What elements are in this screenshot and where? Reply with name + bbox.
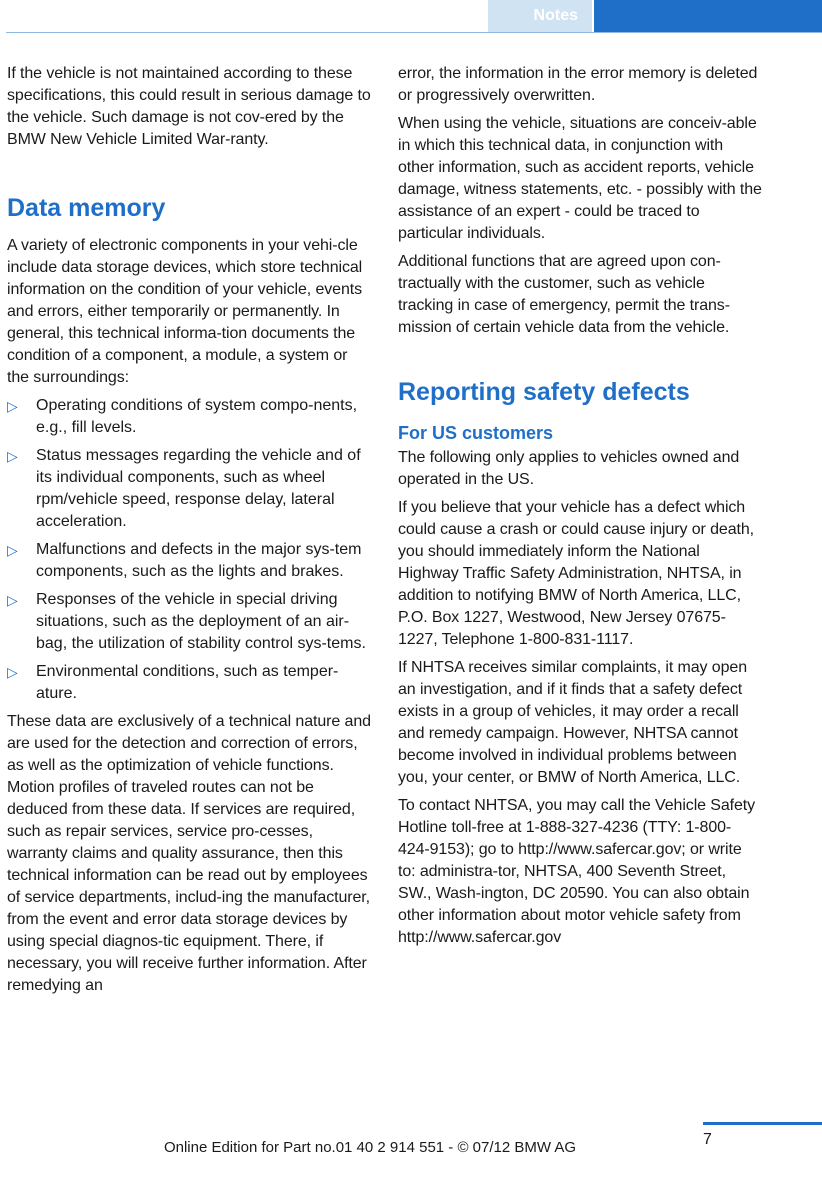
heading-reporting-safety-defects: Reporting safety defects	[398, 378, 690, 406]
header-divider	[6, 32, 822, 33]
footer-edition-text: Online Edition for Part no.01 40 2 914 551 - © 07/12 BMW AG	[163, 1139, 577, 1156]
page-number: 7	[703, 1131, 712, 1148]
intro-paragraph: If the vehicle is not maintained according to these specifications, this could result in serious damage to the vehicle. Such damage is not cov-ered by the BMW New Vehicle Limited War-ranty.	[7, 65, 371, 148]
data-usage-paragraph: These data are exclusively of a technical nature and are used for the detection and correction of errors, as well as the optimization of vehicle functions. Motion profiles of traveled routes can not be deduced from these data. If services are required, such as repair services, service pro-cesses, warranty claims and quality assurance, then this technical information can be read out by employees of service departments, includ-ing the manufacturer, from the event and error data storage devices by using special diagnos-tic equipment. There, if necessary, you will receive further information. After remedying an	[7, 713, 371, 994]
nhtsa-investigation-paragraph: If NHTSA receives similar complaints, it may open an investigation, and if it finds that a safety defect exists in a group of vehicles, it may order a recall and remedy campaign. However, NHTSA cannot become involved in individual problems between you, your center, or BMW of North America, LLC.	[398, 659, 747, 786]
header-accent-block	[594, 0, 822, 32]
data-memory-paragraph: A variety of electronic components in your vehi-cle include data storage devices, which store technical information on the condition of your vehicle, events and errors, either temporarily or permanently. In general, this technical informa-tion documents the condition of a component, a module, a system or the surroundings:	[7, 237, 363, 386]
subheading-us-customers: For US customers	[398, 423, 554, 443]
traceability-paragraph: When using the vehicle, situations are conceiv-able in which this technical data, in conjunction with other information, such as accident reports, vehicle damage, witness statements, etc. - possibly with the assistance of an expert - could be traced to particular individuals.	[398, 115, 762, 242]
left-column	[7, 63, 371, 1003]
additional-functions-paragraph: Additional functions that are agreed upon con-tractually with the customer, such as vehicle tracking in case of emergency, permit the trans-mission of certain vehicle data from the vehicle.	[398, 253, 730, 336]
defect-report-paragraph: If you believe that your vehicle has a defect which could cause a crash or could cause injury or death, you should immediately inform the National Highway Traffic Safety Administration, NHTSA, in addition to notifying BMW of North America, LLC, P.O. Box 1227, Westwood, New Jersey 07675-1227, Telephone 1-800-831-1117.	[398, 499, 754, 648]
bullet-arrow-icon: ▷	[7, 542, 18, 558]
footer-accent-line	[703, 1122, 822, 1125]
section-tab-label: Notes	[533, 7, 578, 24]
bullet-arrow-icon: ▷	[7, 398, 18, 414]
data-memory-list	[7, 395, 371, 705]
list-item: ▷ Malfunctions and defects in the major sys-tem components, such as the lights and brakes.	[7, 541, 362, 580]
right-column	[398, 63, 762, 955]
nhtsa-contact-paragraph: To contact NHTSA, you may call the Vehicle Safety Hotline toll-free at 1-888-327-4236 (TTY: 1-800-424-9153); go to http://www.safercar.gov; or write to: administra-tor, NHTSA, 400 Seventh Street, SW., Wash-ington, DC 20590. You can also obtain other information about motor vehicle safety from http://www.safercar.gov	[398, 797, 756, 946]
list-item: ▷ Responses of the vehicle in special driving situations, such as the deployment of an air-bag, the utilization of stability control sys-tems.	[7, 591, 366, 652]
error-memory-paragraph: error, the information in the error memory is deleted or progressively overwritten.	[398, 65, 758, 104]
list-item: ▷ Environmental conditions, such as temper-ature.	[7, 663, 339, 702]
heading-data-memory: Data memory	[7, 194, 166, 222]
bullet-arrow-icon: ▷	[7, 592, 18, 608]
bullet-arrow-icon: ▷	[7, 448, 18, 464]
bullet-arrow-icon: ▷	[7, 664, 18, 680]
list-item: ▷ Operating conditions of system compo-nents, e.g., fill levels.	[7, 397, 358, 436]
section-tab-notes	[488, 0, 592, 32]
list-item: ▷ Status messages regarding the vehicle and of its individual components, such as wheel rpm/vehicle speed, response delay, lateral acceleration.	[7, 447, 361, 530]
us-applicability-paragraph: The following only applies to vehicles owned and operated in the US.	[398, 449, 740, 488]
